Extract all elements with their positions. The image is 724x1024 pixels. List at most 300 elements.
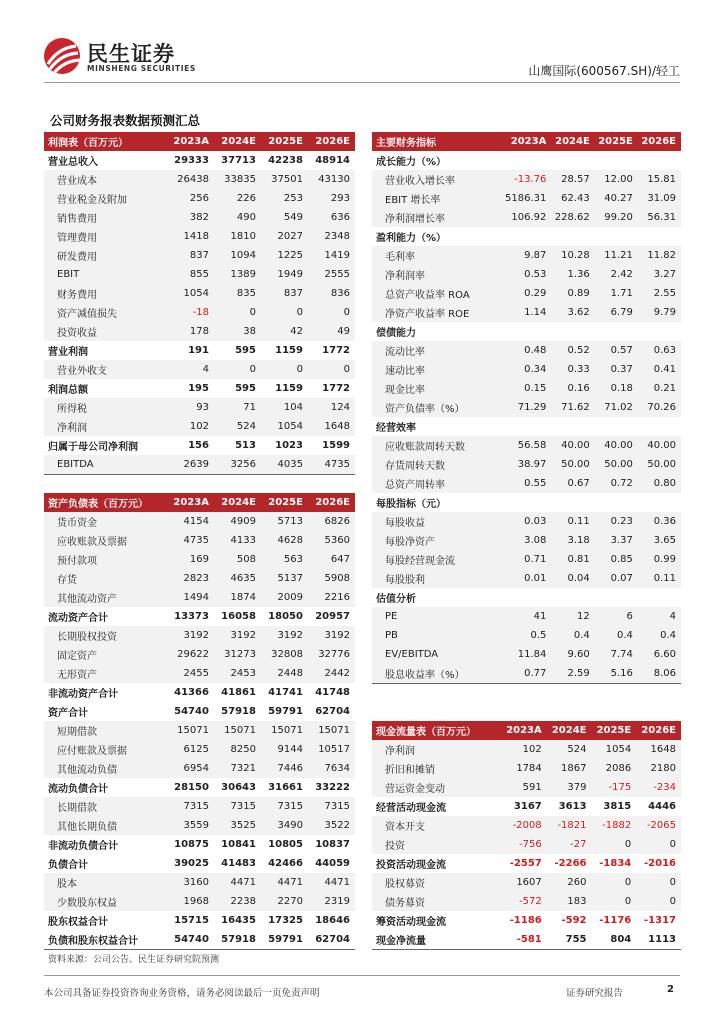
row-label: 归属于母公司净利润: [48, 442, 138, 453]
cell-value: 5713: [261, 512, 308, 531]
cell-value: 228.62: [551, 208, 594, 227]
cell-value: 9144: [261, 740, 308, 759]
cell-value: 42238: [268, 155, 303, 166]
cell-value: 3490: [261, 816, 308, 835]
cell-value: 59791: [268, 706, 303, 717]
cell-value: 0.29: [501, 284, 551, 303]
cell-value: -581: [501, 930, 547, 949]
cell-value: 0.48: [501, 341, 551, 360]
table-row: [372, 645, 681, 664]
cell-value: 4628: [261, 531, 308, 550]
cell-value: 0.53: [501, 265, 551, 284]
cell-value: 11.21: [595, 246, 638, 265]
cell-value: 0.55: [501, 474, 551, 493]
cell-value: 2180: [636, 759, 681, 778]
row-label: 折旧和摊销: [372, 759, 501, 778]
table-row: [372, 550, 681, 569]
row-label: 营业总收入: [48, 157, 98, 168]
cell-value: 636: [308, 208, 355, 227]
cell-value: 102: [166, 417, 214, 436]
cell-value: 42: [261, 322, 308, 341]
cell-value: 0.85: [595, 550, 638, 569]
table-row: [44, 512, 355, 531]
table-row: [44, 854, 355, 873]
row-label: 速动比率: [372, 360, 501, 379]
cell-value: 71.29: [501, 398, 551, 417]
cell-value: 1054: [261, 417, 308, 436]
row-label: 流动资产合计: [48, 613, 108, 624]
row-label: EBITDA: [44, 455, 166, 474]
cell-value: 0.01: [501, 569, 551, 588]
table-row: [44, 170, 355, 189]
cell-value: [595, 588, 638, 607]
row-label: 资本开支: [372, 816, 501, 835]
cell-value: 33222: [315, 782, 350, 793]
cell-value: 3167: [513, 801, 542, 812]
cell-value: 3256: [214, 455, 261, 474]
cell-value: 513: [235, 440, 256, 451]
cell-value: 382: [166, 208, 214, 227]
row-label: 利润总额: [48, 385, 88, 396]
cell-value: 5360: [308, 531, 355, 550]
row-label: 研发费用: [44, 246, 166, 265]
row-label: 总资产周转率: [372, 474, 501, 493]
cell-value: 4735: [166, 531, 214, 550]
cell-value: 293: [308, 189, 355, 208]
table-row: [44, 550, 355, 569]
cell-value: 0.52: [551, 341, 594, 360]
row-label: 管理费用: [44, 227, 166, 246]
cell-value: 0.72: [595, 474, 638, 493]
cell-value: -2065: [636, 816, 681, 835]
row-label: 盈利能力（%）: [376, 233, 447, 244]
cell-value: 40.00: [595, 436, 638, 455]
cell-value: 0.03: [501, 512, 551, 531]
cell-value: 755: [547, 930, 592, 949]
cell-value: 3613: [558, 801, 587, 812]
cell-value: [638, 588, 681, 607]
cell-value: -2557: [509, 858, 542, 869]
cell-value: 1.36: [551, 265, 594, 284]
table-row: [44, 683, 355, 702]
cell-value: 15071: [166, 721, 214, 740]
cell-value: [638, 227, 681, 246]
cell-value: [501, 417, 551, 436]
cell-value: 0.15: [501, 379, 551, 398]
cell-value: 29333: [174, 155, 209, 166]
cell-value: 8.06: [638, 664, 681, 683]
footer-disclaimer: 本公司具备证券投资咨询业务资格，请务必阅读最后一页免责声明: [44, 988, 320, 999]
cell-value: 39025: [174, 858, 209, 869]
cell-value: 0: [214, 360, 261, 379]
cell-value: 260: [547, 873, 592, 892]
cell-value: 595: [235, 383, 256, 394]
row-label: 营业利润: [48, 347, 88, 358]
cell-value: 0.67: [551, 474, 594, 493]
table-row: [44, 778, 355, 797]
row-label: 流动负债合计: [48, 784, 108, 795]
cell-value: 0.11: [551, 512, 594, 531]
table-row: [372, 930, 681, 949]
table-row: [44, 227, 355, 246]
cell-value: 28150: [174, 782, 209, 793]
cell-value: 18646: [315, 915, 350, 926]
cell-value: 2639: [166, 455, 214, 474]
row-label: 净资产收益率 ROE: [372, 303, 501, 322]
row-label: 营运资金变动: [372, 778, 501, 797]
cell-value: 9.60: [551, 645, 594, 664]
cell-value: 18050: [268, 611, 303, 622]
cell-value: 104: [261, 398, 308, 417]
cell-value: 56.58: [501, 436, 551, 455]
cell-value: 41483: [221, 858, 256, 869]
table-header-row: [372, 132, 681, 151]
cell-value: 4471: [261, 873, 308, 892]
table-row: [44, 664, 355, 683]
cell-value: 31273: [214, 645, 261, 664]
table-row: [44, 303, 355, 322]
cell-value: -1317: [644, 915, 676, 926]
table-row: [44, 588, 355, 607]
year-header: 2023A: [166, 493, 214, 512]
cell-value: 837: [261, 284, 308, 303]
row-label: 股本: [44, 873, 166, 892]
cell-value: [501, 493, 551, 512]
cell-value: 7634: [308, 759, 355, 778]
table-title: 主要财务指标: [372, 132, 501, 151]
row-label: EV/EBITDA: [372, 645, 501, 664]
table-row: [372, 360, 681, 379]
cell-value: [595, 322, 638, 341]
cell-value: -2016: [644, 858, 676, 869]
cell-value: 0.4: [638, 626, 681, 645]
cell-value: 0.11: [638, 569, 681, 588]
row-label: 财务费用: [44, 284, 166, 303]
table-row: [44, 702, 355, 721]
table-row: [44, 835, 355, 854]
cell-value: 10875: [174, 839, 209, 850]
cell-value: 1418: [166, 227, 214, 246]
cell-value: 563: [261, 550, 308, 569]
table-title: 资产负债表（百万元）: [44, 493, 166, 512]
cell-value: -13.76: [501, 170, 551, 189]
cell-value: [551, 151, 594, 170]
row-label: 每股指标（元）: [376, 499, 446, 510]
row-label: 每股收益: [372, 512, 501, 531]
year-header: 2025E: [595, 132, 638, 151]
cell-value: 50.00: [551, 455, 594, 474]
year-header: 2025E: [261, 493, 308, 512]
cell-value: 835: [214, 284, 261, 303]
cell-value: 0.21: [638, 379, 681, 398]
cell-value: 10841: [221, 839, 256, 850]
cell-value: 15715: [174, 915, 209, 926]
cell-value: 38: [214, 322, 261, 341]
table-row: [44, 740, 355, 759]
cell-value: 2.55: [638, 284, 681, 303]
cell-value: 253: [261, 189, 308, 208]
year-header: 2024E: [551, 132, 594, 151]
cell-value: 71.62: [551, 398, 594, 417]
row-label: 投资活动现金流: [376, 860, 446, 871]
cell-value: 169: [166, 550, 214, 569]
cell-value: 71.02: [595, 398, 638, 417]
cell-value: 40.27: [595, 189, 638, 208]
cell-value: 5908: [308, 569, 355, 588]
year-header: 2023A: [501, 132, 551, 151]
cell-value: 2.42: [595, 265, 638, 284]
cell-value: 1607: [501, 873, 547, 892]
cell-value: 5.16: [595, 664, 638, 683]
table-row: [372, 151, 681, 170]
row-label: 所得税: [44, 398, 166, 417]
row-label: 总资产收益率 ROA: [372, 284, 501, 303]
cell-value: 0.4: [551, 626, 594, 645]
cell-value: [595, 417, 638, 436]
table-row: [372, 189, 681, 208]
cell-value: 7315: [261, 797, 308, 816]
cell-value: 3160: [166, 873, 214, 892]
row-label: 短期借款: [44, 721, 166, 740]
cell-value: 6954: [166, 759, 214, 778]
cell-value: 6125: [166, 740, 214, 759]
row-label: 应付账款及票据: [44, 740, 166, 759]
cell-value: 0: [636, 892, 681, 911]
cell-value: 2027: [261, 227, 308, 246]
cell-value: 2453: [214, 664, 261, 683]
cell-value: 4035: [261, 455, 308, 474]
cell-value: 2009: [261, 588, 308, 607]
cell-value: 1054: [166, 284, 214, 303]
footer-report-type: 证券研究报告: [566, 988, 624, 999]
cell-value: 54740: [174, 706, 209, 717]
table-row: [372, 493, 681, 512]
table-row: [372, 246, 681, 265]
table-row: [372, 797, 681, 816]
cell-value: 156: [188, 440, 209, 451]
cell-value: 43130: [308, 170, 355, 189]
cell-value: 0: [592, 835, 637, 854]
row-label: 长期借款: [44, 797, 166, 816]
row-label: 毛利率: [372, 246, 501, 265]
row-label: 股东权益合计: [48, 917, 108, 928]
table-row: [44, 208, 355, 227]
cell-value: 2555: [308, 265, 355, 284]
row-label: 经营活动现金流: [376, 803, 446, 814]
row-label: 净利润率: [372, 265, 501, 284]
cell-value: 0.89: [551, 284, 594, 303]
cell-value: [501, 588, 551, 607]
table-row: [372, 417, 681, 436]
cell-value: 5137: [261, 569, 308, 588]
table-row: [372, 265, 681, 284]
cell-value: 0.16: [551, 379, 594, 398]
row-label: 固定资产: [44, 645, 166, 664]
table-row: [44, 398, 355, 417]
table-row: [44, 341, 355, 360]
cell-value: 1225: [261, 246, 308, 265]
row-label: 筹资活动现金流: [376, 917, 446, 928]
cell-value: [501, 151, 551, 170]
row-label: 经营效率: [376, 423, 416, 434]
cell-value: 1094: [214, 246, 261, 265]
cell-value: 41: [501, 607, 551, 626]
cell-value: 0.5: [501, 626, 551, 645]
table-row: [372, 531, 681, 550]
cell-value: -572: [501, 892, 547, 911]
cell-value: -175: [592, 778, 637, 797]
cell-value: 0.33: [551, 360, 594, 379]
cell-value: -1176: [599, 915, 632, 926]
row-label: 资产负债率（%）: [372, 398, 501, 417]
cell-value: 2216: [308, 588, 355, 607]
cash-flow-table: [372, 721, 681, 950]
table-title: 利润表（百万元）: [44, 132, 166, 151]
cell-value: 1867: [547, 759, 592, 778]
cell-value: 8250: [214, 740, 261, 759]
cell-value: 5186.31: [501, 189, 551, 208]
row-label: 其他流动资产: [44, 588, 166, 607]
cell-value: 837: [166, 246, 214, 265]
row-label: 存货周转天数: [372, 455, 501, 474]
cell-value: 647: [308, 550, 355, 569]
cell-value: 38.97: [501, 455, 551, 474]
cell-value: 0.77: [501, 664, 551, 683]
cell-value: 54740: [166, 930, 214, 949]
table-row: [372, 816, 681, 835]
table-row: [44, 265, 355, 284]
row-label: 存货: [44, 569, 166, 588]
cell-value: 3192: [261, 626, 308, 645]
cell-value: 41741: [268, 687, 303, 698]
cell-value: 508: [214, 550, 261, 569]
cell-value: -2008: [501, 816, 547, 835]
cell-value: 6.79: [595, 303, 638, 322]
table-row: [44, 911, 355, 930]
row-label: 应收账款周转天数: [372, 436, 501, 455]
year-header: 2025E: [592, 721, 637, 740]
table-row: [44, 455, 355, 474]
year-header: 2024E: [214, 493, 261, 512]
cell-value: 93: [166, 398, 214, 417]
table-row: [372, 892, 681, 911]
table-row: [44, 607, 355, 626]
row-label: 股息收益率（%）: [372, 664, 501, 683]
table-row: [44, 417, 355, 436]
cell-value: 7315: [308, 797, 355, 816]
row-label: 非流动资产合计: [48, 689, 118, 700]
cell-value: 0.41: [638, 360, 681, 379]
balance-sheet-table: [44, 493, 355, 950]
cell-value: 0.71: [501, 550, 551, 569]
cell-value: [501, 227, 551, 246]
cell-value: 191: [188, 345, 209, 356]
cell-value: 3.65: [638, 531, 681, 550]
cell-value: 15071: [308, 721, 355, 740]
cell-value: 7315: [166, 797, 214, 816]
table-row: [372, 740, 681, 759]
row-label: 每股经营现金流: [372, 550, 501, 569]
cell-value: 2823: [166, 569, 214, 588]
table-row: [44, 151, 355, 170]
cell-value: 2238: [214, 892, 261, 911]
cell-value: 195: [188, 383, 209, 394]
cell-value: 1023: [275, 440, 303, 451]
cell-value: 1648: [308, 417, 355, 436]
row-label: 无形资产: [44, 664, 166, 683]
cell-value: 33835: [214, 170, 261, 189]
table-row: [372, 284, 681, 303]
cell-value: 31.09: [638, 189, 681, 208]
cell-value: 3.62: [551, 303, 594, 322]
cell-value: 1054: [592, 740, 637, 759]
row-label: 负债和股东权益合计: [44, 930, 166, 949]
row-label: 货币资金: [44, 512, 166, 531]
cell-value: 3.27: [638, 265, 681, 284]
cell-value: 1494: [166, 588, 214, 607]
cell-value: 28.57: [551, 170, 594, 189]
cell-value: 56.31: [638, 208, 681, 227]
cell-value: 2270: [261, 892, 308, 911]
row-label: 偿债能力: [376, 328, 416, 339]
logo-english-name: MINSHENG SECURITIES: [87, 64, 196, 73]
table-row: [44, 892, 355, 911]
cell-value: 50.00: [638, 455, 681, 474]
cell-value: 1968: [166, 892, 214, 911]
cell-value: 4635: [214, 569, 261, 588]
table-row: [372, 835, 681, 854]
cell-value: 16058: [221, 611, 256, 622]
cell-value: 4133: [214, 531, 261, 550]
table-row: [372, 455, 681, 474]
cell-value: 178: [166, 322, 214, 341]
table-row: [44, 930, 355, 949]
cell-value: 0.23: [595, 512, 638, 531]
key-ratios-bottom-rule: [372, 683, 681, 684]
table-row: [372, 873, 681, 892]
cell-value: 99.20: [595, 208, 638, 227]
cell-value: 0: [592, 892, 637, 911]
table-row: [44, 816, 355, 835]
cell-value: 1113: [636, 930, 681, 949]
cell-value: 1874: [214, 588, 261, 607]
minsheng-logo-icon: [44, 38, 80, 74]
cell-value: 595: [235, 345, 256, 356]
cell-value: 41861: [221, 687, 256, 698]
key-ratios-table: [372, 132, 681, 683]
cell-value: 256: [166, 189, 214, 208]
cell-value: 13373: [174, 611, 209, 622]
cell-value: 6826: [308, 512, 355, 531]
cell-value: 70.26: [638, 398, 681, 417]
cell-value: 836: [308, 284, 355, 303]
cell-value: 1648: [636, 740, 681, 759]
cell-value: 0: [261, 303, 308, 322]
row-label: 少数股东权益: [44, 892, 166, 911]
cell-value: -18: [166, 303, 214, 322]
cell-value: 10517: [308, 740, 355, 759]
cell-value: 0.36: [638, 512, 681, 531]
table-row: [372, 626, 681, 645]
cell-value: 1.14: [501, 303, 551, 322]
cell-value: [551, 588, 594, 607]
cell-value: 0.57: [595, 341, 638, 360]
table-row: [372, 303, 681, 322]
cell-value: 41748: [315, 687, 350, 698]
cell-value: 2448: [261, 664, 308, 683]
table-row: [44, 873, 355, 892]
row-label: 流动比率: [372, 341, 501, 360]
